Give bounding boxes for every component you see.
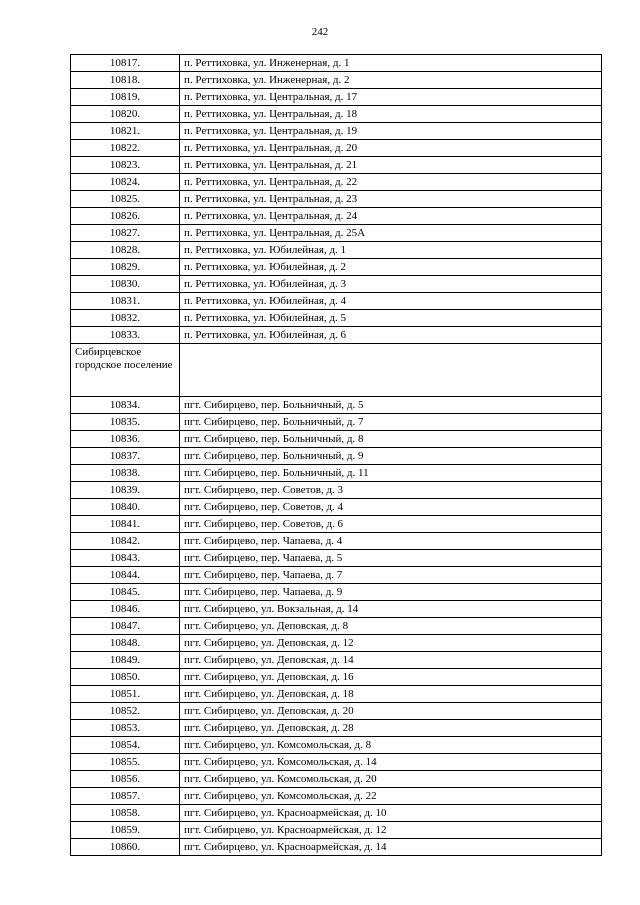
row-number: 10829. [71,259,180,276]
row-number: 10830. [71,276,180,293]
row-number: 10826. [71,208,180,225]
row-number: 10847. [71,618,180,635]
row-number: 10849. [71,652,180,669]
row-number: 10835. [71,414,180,431]
row-number: 10825. [71,191,180,208]
row-address: п. Реттиховка, ул. Центральная, д. 25А [180,225,602,242]
row-number: 10860. [71,839,180,856]
row-number: 10844. [71,567,180,584]
table-row [71,431,602,448]
row-address: п. Реттиховка, ул. Центральная, д. 23 [180,191,602,208]
table-row [71,293,602,310]
table-row [71,618,602,635]
table-row [71,771,602,788]
table-row [71,482,602,499]
row-number: 10839. [71,482,180,499]
row-address: пгт. Сибирцево, пер. Больничный, д. 9 [180,448,602,465]
row-address: пгт. Сибирцево, ул. Деповская, д. 20 [180,703,602,720]
row-number: 10836. [71,431,180,448]
row-address: пгт. Сибирцево, пер. Советов, д. 4 [180,499,602,516]
table-row [71,652,602,669]
row-address: пгт. Сибирцево, пер. Больничный, д. 7 [180,414,602,431]
row-number: 10818. [71,72,180,89]
table-row [71,55,602,72]
table-row [71,174,602,191]
row-address: пгт. Сибирцево, ул. Красноармейская, д. 12 [180,822,602,839]
row-address: пгт. Сибирцево, ул. Деповская, д. 28 [180,720,602,737]
table-row [71,516,602,533]
row-address: п. Реттиховка, ул. Центральная, д. 17 [180,89,602,106]
row-number: 10828. [71,242,180,259]
page-number: 242 [311,26,329,38]
row-address: пгт. Сибирцево, ул. Комсомольская, д. 20 [180,771,602,788]
row-number: 10841. [71,516,180,533]
row-number: 10833. [71,327,180,344]
row-address: пгт. Сибирцево, пер. Чапаева, д. 9 [180,584,602,601]
row-address: пгт. Сибирцево, ул. Красноармейская, д. 14 [180,839,602,856]
table-row [71,720,602,737]
table-row [71,669,602,686]
row-number: 10834. [71,397,180,414]
row-address: пгт. Сибирцево, пер. Советов, д. 3 [180,482,602,499]
row-number: 10837. [71,448,180,465]
row-address: пгт. Сибирцево, ул. Вокзальная, д. 14 [180,601,602,618]
row-number: 10846. [71,601,180,618]
row-number: 10858. [71,805,180,822]
row-address: пгт. Сибирцево, пер. Больничный, д. 11 [180,465,602,482]
row-address: пгт. Сибирцево, ул. Деповская, д. 18 [180,686,602,703]
table-row [71,123,602,140]
address-table [70,54,602,856]
table-row [71,788,602,805]
table-row [71,754,602,771]
section-row [71,344,602,397]
row-address: п. Реттиховка, ул. Юбилейная, д. 6 [180,327,602,344]
section-label: Сибирцевское городское поселение [71,344,180,397]
table-row [71,397,602,414]
table-row [71,584,602,601]
row-number: 10831. [71,293,180,310]
row-number: 10823. [71,157,180,174]
row-number: 10854. [71,737,180,754]
table-row [71,89,602,106]
section-empty-cell [180,344,602,397]
row-number: 10845. [71,584,180,601]
table-row [71,533,602,550]
table-row [71,465,602,482]
row-address: п. Реттиховка, ул. Инженерная, д. 1 [180,55,602,72]
table-row [71,737,602,754]
row-address: пгт. Сибирцево, пер. Больничный, д. 5 [180,397,602,414]
row-address: пгт. Сибирцево, пер. Чапаева, д. 7 [180,567,602,584]
table-row [71,140,602,157]
table-row [71,822,602,839]
row-address: п. Реттиховка, ул. Юбилейная, д. 4 [180,293,602,310]
table-row [71,805,602,822]
row-number: 10853. [71,720,180,737]
row-number: 10843. [71,550,180,567]
row-address: пгт. Сибирцево, ул. Деповская, д. 14 [180,652,602,669]
row-address: п. Реттиховка, ул. Центральная, д. 19 [180,123,602,140]
table-section [71,344,602,397]
table-row [71,567,602,584]
row-number: 10859. [71,822,180,839]
table-row [71,448,602,465]
row-number: 10822. [71,140,180,157]
table-row [71,157,602,174]
table-row [71,550,602,567]
row-address: пгт. Сибирцево, пер. Советов, д. 6 [180,516,602,533]
table-row [71,259,602,276]
table-row [71,635,602,652]
table-row [71,703,602,720]
row-address: п. Реттиховка, ул. Центральная, д. 18 [180,106,602,123]
row-address: пгт. Сибирцево, ул. Красноармейская, д. 10 [180,805,602,822]
row-number: 10819. [71,89,180,106]
table-row [71,242,602,259]
row-number: 10820. [71,106,180,123]
table-row [71,225,602,242]
row-number: 10856. [71,771,180,788]
row-number: 10850. [71,669,180,686]
row-number: 10838. [71,465,180,482]
row-number: 10848. [71,635,180,652]
row-number: 10827. [71,225,180,242]
row-address: пгт. Сибирцево, ул. Деповская, д. 12 [180,635,602,652]
row-address: п. Реттиховка, ул. Центральная, д. 22 [180,174,602,191]
row-address: п. Реттиховка, ул. Инженерная, д. 2 [180,72,602,89]
table-row [71,276,602,293]
row-address: пгт. Сибирцево, пер. Больничный, д. 8 [180,431,602,448]
row-number: 10852. [71,703,180,720]
row-number: 10840. [71,499,180,516]
row-address: п. Реттиховка, ул. Юбилейная, д. 1 [180,242,602,259]
row-number: 10851. [71,686,180,703]
table-row [71,310,602,327]
row-address: пгт. Сибирцево, ул. Деповская, д. 16 [180,669,602,686]
row-number: 10824. [71,174,180,191]
table-row [71,686,602,703]
row-address: п. Реттиховка, ул. Юбилейная, д. 3 [180,276,602,293]
table-row [71,499,602,516]
row-address: п. Реттиховка, ул. Центральная, д. 21 [180,157,602,174]
row-address: пгт. Сибирцево, пер. Чапаева, д. 4 [180,533,602,550]
table-row [71,601,602,618]
table-body-before [71,55,602,344]
row-address: пгт. Сибирцево, ул. Комсомольская, д. 14 [180,754,602,771]
table-body-after [71,397,602,856]
table-row [71,839,602,856]
row-number: 10817. [71,55,180,72]
row-address: пгт. Сибирцево, пер. Чапаева, д. 5 [180,550,602,567]
row-number: 10857. [71,788,180,805]
row-address: п. Реттиховка, ул. Юбилейная, д. 5 [180,310,602,327]
table-row [71,72,602,89]
table-row [71,414,602,431]
row-number: 10832. [71,310,180,327]
row-number: 10842. [71,533,180,550]
row-address: п. Реттиховка, ул. Центральная, д. 20 [180,140,602,157]
table-row [71,106,602,123]
table-row [71,327,602,344]
row-address: п. Реттиховка, ул. Центральная, д. 24 [180,208,602,225]
row-number: 10855. [71,754,180,771]
table-row [71,191,602,208]
row-address: пгт. Сибирцево, ул. Комсомольская, д. 8 [180,737,602,754]
row-address: п. Реттиховка, ул. Юбилейная, д. 2 [180,259,602,276]
row-address: пгт. Сибирцево, ул. Деповская, д. 8 [180,618,602,635]
table-row [71,208,602,225]
row-number: 10821. [71,123,180,140]
row-address: пгт. Сибирцево, ул. Комсомольская, д. 22 [180,788,602,805]
